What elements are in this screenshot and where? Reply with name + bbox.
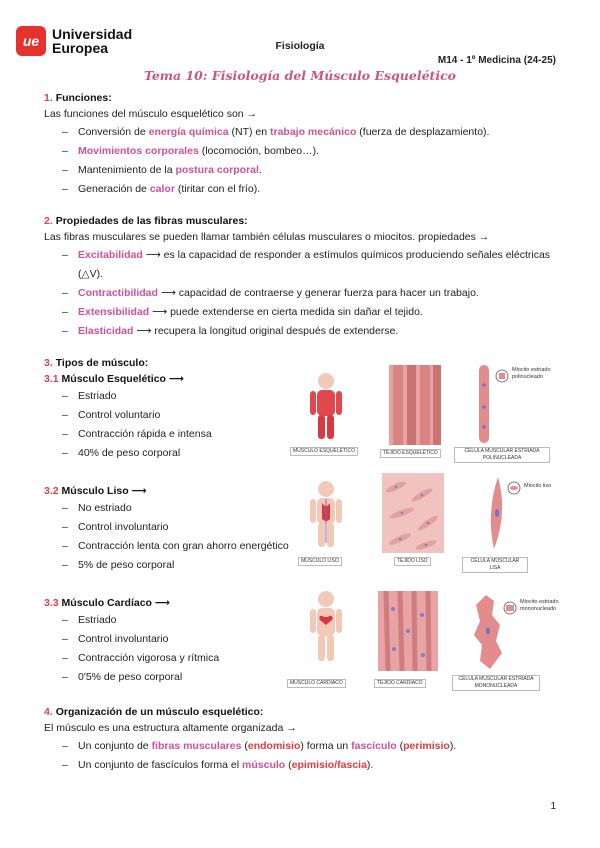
- list-item: – Control voluntario: [44, 406, 294, 425]
- section-4-intro: El músculo es una estructura altamente organizada →: [44, 722, 297, 734]
- header-course: M14 - 1º Medicina (24-25): [437, 55, 556, 66]
- zoom-circle-icon: [506, 481, 522, 495]
- smooth-muscle-block: [44, 483, 564, 595]
- cardiac-muscle-list: [44, 611, 294, 687]
- skeletal-muscle-block: [44, 367, 564, 483]
- header-subject: Fisiología: [275, 40, 325, 52]
- logo-line-2: Europea: [52, 40, 109, 56]
- caption-body: MÚSCULO ESQUELÉTICO: [290, 447, 358, 456]
- skeletal-body-illustration: [306, 371, 346, 441]
- caption-body: MÚSCULO CARDÍACO: [287, 679, 346, 688]
- cardiac-muscle-block: [44, 595, 564, 695]
- cell-side-label: Miocito liso: [524, 483, 552, 489]
- cell-side-label: Miocito estriado mononucleado: [520, 599, 559, 612]
- skeletal-cell-illustration: [474, 365, 494, 445]
- section-2-intro: Las fibras musculares se pueden llamar también células musculares o miocitos. propiedades →: [44, 231, 490, 243]
- list-item: – Contracción lenta con gran ahorro energético: [44, 537, 294, 556]
- list-item: – Control involuntario: [44, 630, 294, 649]
- list-item: – Generación de calor (tiritar con el frío).: [44, 180, 564, 199]
- smooth-muscle-heading: 3.2 Músculo Liso ⟶: [44, 485, 147, 497]
- functions-list: [44, 123, 564, 199]
- caption-cell: CÉLULA MUSCULAR ESTRIADA MONONUCLEADA: [452, 675, 540, 691]
- organization-list: [44, 737, 564, 775]
- cardiac-muscle-heading: 3.3 Músculo Cardíaco ⟶: [44, 597, 170, 609]
- caption-cell: CÉLULA MUSCULAR LISA: [462, 557, 528, 573]
- caption-cell: CÉLULA MUSCULAR ESTRIADA POLINUCLEADA: [454, 447, 550, 463]
- list-item: – 0'5% de peso corporal: [44, 668, 294, 687]
- cardiac-body-illustration: [306, 589, 346, 665]
- properties-list: [44, 246, 564, 341]
- zoom-circle-icon: [502, 601, 518, 615]
- skeletal-tissue-illustration: [389, 365, 441, 445]
- list-item: – Contracción vigorosa y rítmica: [44, 649, 294, 668]
- list-item: – No estriado: [44, 499, 294, 518]
- logo-mark: ue: [16, 26, 46, 56]
- smooth-muscle-list: [44, 499, 294, 575]
- document-title: Tema 10: Fisiología del Músculo Esquelético: [143, 68, 457, 83]
- skeletal-muscle-heading: 3.1 Músculo Esquelético ⟶: [44, 373, 184, 385]
- section-4-heading: 4. Organización de un músculo esquelético:: [44, 706, 264, 718]
- section-3-heading: 3. Tipos de músculo:: [44, 357, 149, 369]
- document-body: [44, 90, 564, 775]
- cell-side-label: Miocito estriado polinucleado: [512, 367, 551, 380]
- list-item: – Un conjunto de fibras musculares (endomisio) forma un fascículo (perimisio).: [44, 737, 564, 756]
- section-1-heading: 1. Funciones:: [44, 92, 112, 104]
- list-item: – Estriado: [44, 387, 294, 406]
- skeletal-muscle-list: [44, 387, 294, 463]
- list-item: – Excitabilidad ⟶ es la capacidad de responder a estímulos químicos produciendo señales eléctricas (△V).: [44, 246, 564, 284]
- caption-tissue: TEJIDO CARDÍACO: [374, 679, 426, 688]
- smooth-tissue-illustration: [382, 473, 444, 553]
- list-item: – Contracción rápida e intensa: [44, 425, 294, 444]
- list-item: – Contractibilidad ⟶ capacidad de contraerse y generar fuerza para hacer un trabajo.: [44, 284, 564, 303]
- list-item: – Movimientos corporales (locomoción, bombeo…).: [44, 142, 564, 161]
- caption-tissue: TEJIDO LISO: [394, 557, 431, 566]
- list-item: – 40% de peso corporal: [44, 444, 294, 463]
- caption-body: MÚSCULO LISO: [298, 557, 342, 566]
- smooth-body-illustration: [306, 479, 346, 551]
- section-1-intro: Las funciones del músculo esquelético son →: [44, 108, 258, 120]
- list-item: – 5% de peso corporal: [44, 556, 294, 575]
- list-item: – Elasticidad ⟶ recupera la longitud original después de extenderse.: [44, 322, 564, 341]
- list-item: – Conversión de energía química (NT) en trabajo mecánico (fuerza de desplazamiento).: [44, 123, 564, 142]
- list-item: – Mantenimiento de la postura corporal.: [44, 161, 564, 180]
- list-item: – Extensibilidad ⟶ puede extenderse en cierta medida sin dañar el tejido.: [44, 303, 564, 322]
- section-2-heading: 2. Propiedades de las fibras musculares:: [44, 215, 248, 227]
- page-number: 1: [550, 801, 556, 812]
- list-item: – Estriado: [44, 611, 294, 630]
- cardiac-tissue-illustration: [378, 591, 438, 671]
- caption-tissue: TEJIDO ESQUELÉTICO: [380, 449, 441, 458]
- zoom-circle-icon: [494, 369, 510, 383]
- list-item: – Un conjunto de fascículos forma el músculo (epimisio/fascia).: [44, 756, 564, 775]
- list-item: – Control involuntario: [44, 518, 294, 537]
- logo-line-1: Universidad: [52, 26, 133, 42]
